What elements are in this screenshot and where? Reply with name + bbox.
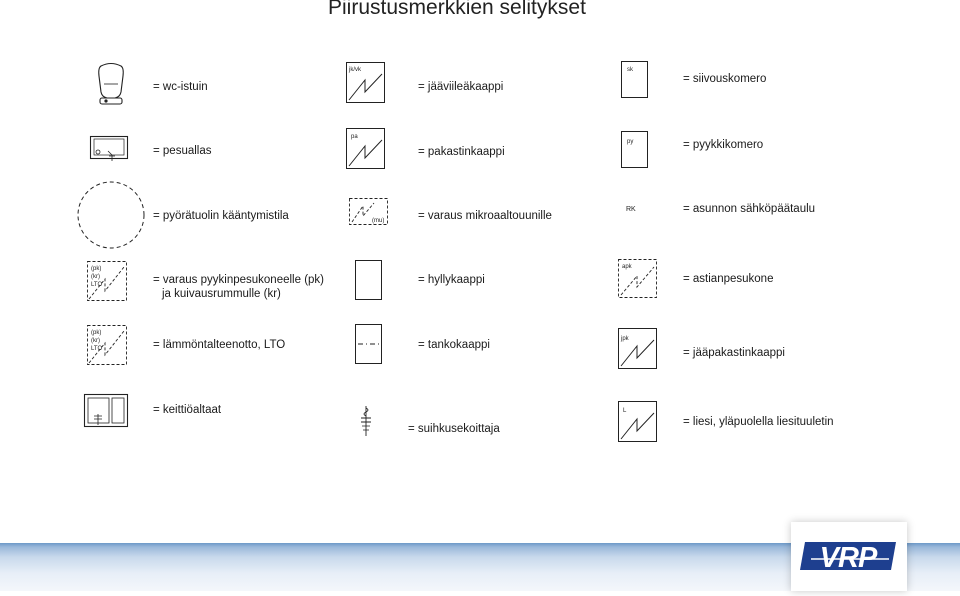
page-title: Piirustusmerkkien selitykset: [328, 0, 586, 19]
liesi-icon: [618, 401, 658, 443]
legend-label-suihkusekoittaja: = suihkusekoittaja: [408, 423, 500, 435]
tag-mu: (mu): [372, 218, 385, 224]
pyykkikomero-icon: [621, 131, 649, 169]
tag-sk: sk: [627, 67, 633, 73]
tag-apk: apk: [622, 264, 632, 270]
legend-label-jaaviileakaappi: = jääviileäkaappi: [418, 81, 504, 93]
suihkusekoittaja-icon: [357, 404, 375, 438]
tag-pa: pa: [351, 134, 358, 140]
mikroaaltouuni-icon: [349, 198, 389, 226]
legend-label-pyykkikomero: = pyykkikomero: [683, 139, 764, 151]
sahkopaataulu-icon: [626, 202, 646, 214]
jaapakastinkaappi-icon: [618, 328, 658, 370]
jaaviileakaappi-icon: [346, 62, 386, 104]
tag-jpk: jpk: [621, 336, 629, 342]
legend-label-pyoratuoli: = pyörätuolin kääntymistila: [153, 210, 289, 222]
legend-label-mikroaaltouuni: = varaus mikroaaltouunille: [418, 210, 552, 222]
pakastinkaappi-icon: [346, 128, 386, 170]
legend-label-pakastinkaappi: = pakastinkaappi: [418, 146, 505, 158]
astianpesukone-icon: [618, 259, 658, 299]
tag-lto-kr: (kr): [91, 338, 100, 344]
legend-label-wc: = wc-istuin: [153, 81, 208, 93]
tag-lto-lto: LTO: [91, 346, 103, 352]
legend-label-lto: = lämmöntalteenotto, LTO: [153, 339, 286, 351]
legend-label-astianpesukone: = astianpesukone: [683, 273, 774, 285]
tag-py: py: [627, 139, 634, 145]
pyoratuoli-icon: [76, 180, 146, 250]
legend-label-jaapakastinkaappi: = jääpakastinkaappi: [683, 347, 785, 359]
keittioaltaat-icon: [84, 394, 130, 428]
tag-lto-pk: (pk): [91, 330, 102, 336]
legend-label-pyykinpesukone-2: ja kuivausrummulle (kr): [162, 288, 281, 300]
legend-label-hyllykaappi: = hyllykaappi: [418, 274, 485, 286]
vrp-logo: [791, 522, 907, 591]
legend-label-liesi: = liesi, yläpuolella liesituuletin: [683, 416, 834, 428]
lto-icon: [87, 325, 129, 367]
legend-label-pyykinpesukone-1: = varaus pyykinpesukoneelle (pk): [153, 274, 324, 286]
tag-kr: (kr): [91, 274, 100, 280]
tankokaappi-icon: [355, 324, 383, 366]
legend-label-sahkopaataulu: = asunnon sähköpäätaulu: [683, 203, 816, 215]
siivouskomero-icon: [621, 61, 649, 99]
tag-rk: RK: [626, 206, 636, 213]
legend-label-keittioaltaat: = keittiöaltaat: [153, 404, 222, 416]
tag-lto: LTO: [91, 282, 103, 288]
pyykinpesukone-icon: [87, 261, 129, 303]
wc-icon: [95, 62, 127, 107]
legend-label-tankokaappi: = tankokaappi: [418, 339, 490, 351]
tag-jkvk: jk/vk: [349, 67, 361, 73]
legend-label-pesuallas: = pesuallas: [153, 145, 212, 157]
hyllykaappi-icon: [355, 260, 383, 302]
logo-text: VRP: [819, 542, 877, 574]
tag-l: L: [623, 408, 627, 414]
pesuallas-icon: [90, 136, 130, 162]
legend-label-siivouskomero: = siivouskomero: [683, 73, 767, 85]
tag-pk: (pk): [91, 266, 102, 272]
